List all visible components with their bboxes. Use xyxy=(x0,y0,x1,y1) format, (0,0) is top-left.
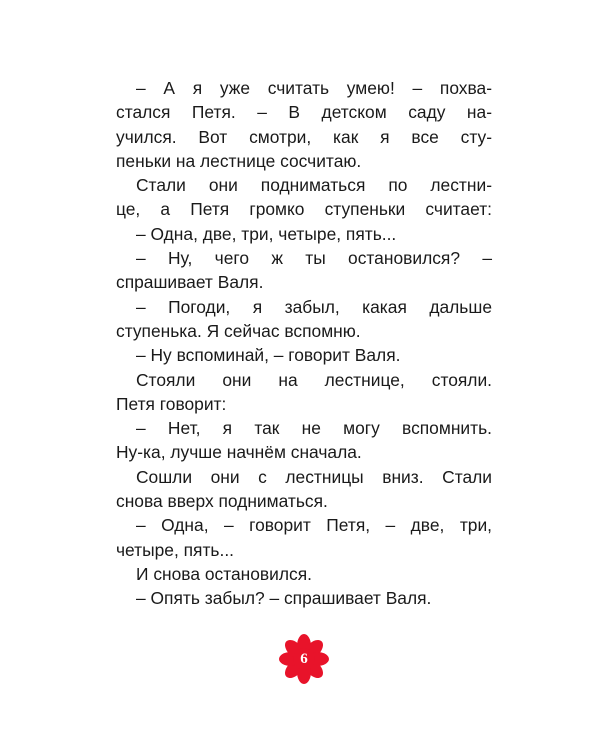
text-line: учился. Вот смотри, как я все сту- xyxy=(116,126,492,147)
text-line: – Одна, две, три, четыре, пять... xyxy=(136,223,397,244)
page-number-badge xyxy=(279,634,329,684)
text-line: це, а Петя громко ступеньки считает: xyxy=(116,199,492,220)
text-line: Стояли они на лестнице, стояли. xyxy=(136,369,492,390)
text-line: Сошли они с лестницы вниз. Стали xyxy=(136,466,492,487)
text-line: Петя говорит: xyxy=(116,393,227,414)
text-line: – Опять забыл? – спрашивает Валя. xyxy=(136,588,432,609)
text-line: Стали они подниматься по лестни- xyxy=(136,175,492,196)
text-line: ступенька. Я сейчас вспомню. xyxy=(116,320,361,341)
text-line: – А я уже считать умею! – похва- xyxy=(136,78,492,98)
story-text xyxy=(116,76,492,611)
text-line: – Погоди, я забыл, какая дальше xyxy=(136,296,492,317)
text-line: снова вверх подниматься. xyxy=(116,491,328,512)
text-line: Ну-ка, лучше начнём сначала. xyxy=(116,442,362,463)
text-line: спрашивает Валя. xyxy=(116,272,264,293)
text-line: – Ну, чего ж ты остановился? – xyxy=(136,248,492,269)
text-line: И снова остановился. xyxy=(136,563,312,584)
page-number: 6 xyxy=(300,651,308,667)
text-line: стался Петя. – В детском саду на- xyxy=(116,102,492,123)
text-line: пеньки на лестнице сосчитаю. xyxy=(116,150,362,171)
text-line: четыре, пять... xyxy=(116,539,234,560)
text-line: – Нет, я так не могу вспомнить. xyxy=(136,418,492,439)
text-line: – Одна, – говорит Петя, – две, три, xyxy=(136,515,492,536)
text-line: – Ну вспоминай, – говорит Валя. xyxy=(136,345,401,366)
